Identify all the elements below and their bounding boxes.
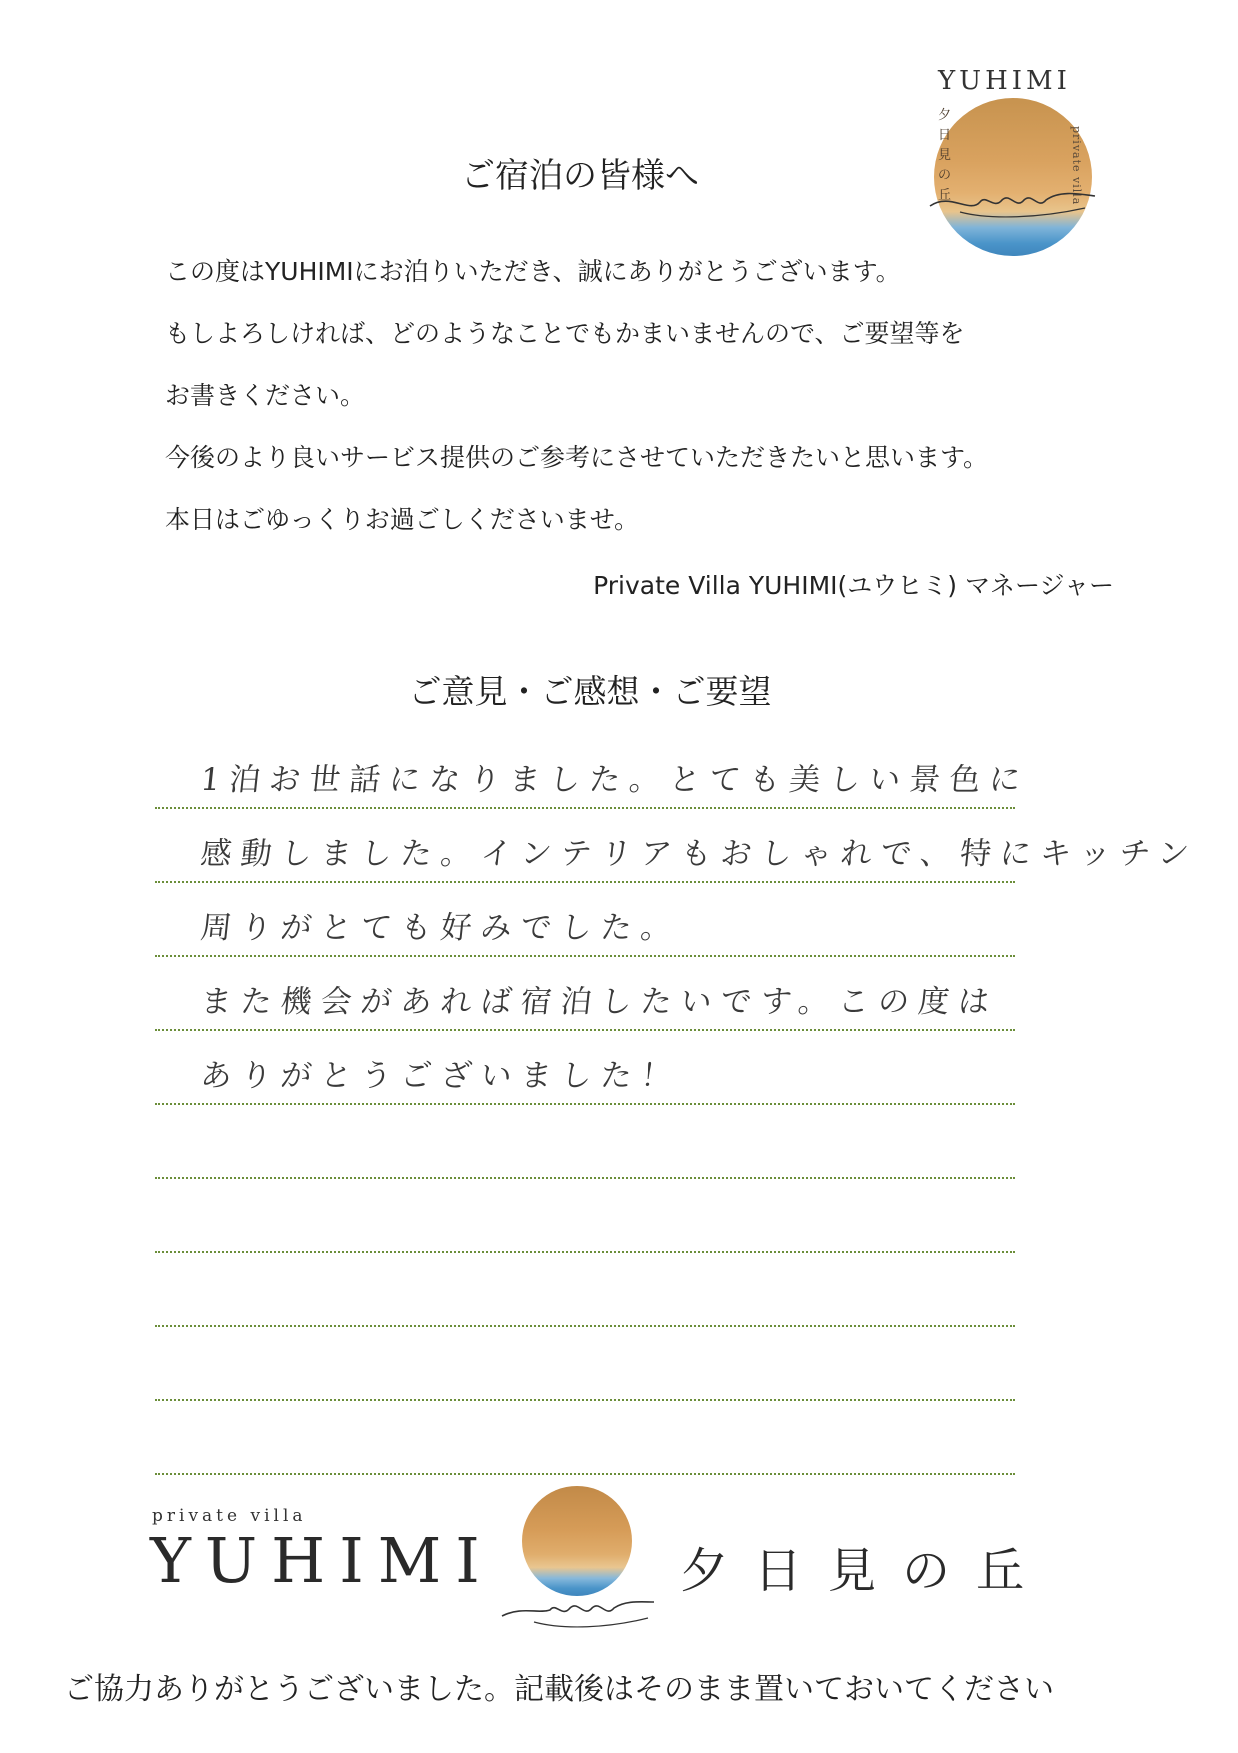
greeting-title: ご宿泊の皆様へ	[461, 156, 699, 196]
intro-text	[165, 252, 1115, 562]
wave-signature-icon	[498, 1592, 658, 1632]
handwritten-text: 周りがとても好みでした。	[198, 910, 683, 946]
intro-line: 本日はごゆっくりお過ごしくださいませ。	[165, 505, 640, 534]
top-logo-brand: YUHIMI	[938, 66, 1071, 96]
handwritten-text: 1泊お世話になりました。とても美しい景色に	[198, 762, 1032, 798]
handwritten-text: また機会があれば宿泊したいです。この度は	[198, 984, 1001, 1020]
feedback-line	[155, 809, 1200, 883]
feedback-title: ご意見・ご感想・ご要望	[408, 672, 772, 711]
feedback-line	[155, 1031, 1015, 1105]
intro-line: お書きください。	[165, 381, 366, 410]
handwritten-text: 感動しました。インテリアもおしゃれで、特にキッチン	[198, 836, 1200, 872]
feedback-lines	[155, 735, 1200, 1475]
intro-line: この度はYUHIMIにお泊りいただき、誠にありがとうございます。	[165, 257, 901, 286]
feedback-line	[155, 735, 1032, 809]
bottom-logo-jp-name: 夕日見の丘	[680, 1543, 1051, 1599]
bottom-logo-brand: YUHIMI	[150, 1524, 494, 1597]
bottom-logo-private-villa: private villa	[152, 1506, 307, 1526]
feedback-line	[155, 883, 1015, 957]
feedback-line	[155, 1401, 1015, 1475]
feedback-line	[155, 1253, 1015, 1327]
intro-line: もしよろしければ、どのようなことでもかまいませんので、ご要望等を	[165, 319, 965, 348]
feedback-line	[155, 1327, 1015, 1401]
manager-signature: Private Villa YUHIMI(ユウヒミ) マネージャー	[593, 571, 1114, 600]
feedback-line	[155, 1179, 1015, 1253]
sunset-circle-icon	[522, 1486, 632, 1596]
footer-note: ご協力ありがとうございました。記載後はそのまま置いておいてください	[64, 1672, 1054, 1707]
top-logo-jp-vertical: 夕日見の丘	[938, 108, 952, 203]
feedback-line	[155, 957, 1015, 1031]
top-logo-en-vertical: private villa	[1070, 126, 1083, 206]
feedback-line	[155, 1105, 1015, 1179]
intro-line: 今後のより良いサービス提供のご参考にさせていただきたいと思います。	[165, 443, 989, 472]
handwritten-text: ありがとうございました！	[198, 1058, 683, 1094]
